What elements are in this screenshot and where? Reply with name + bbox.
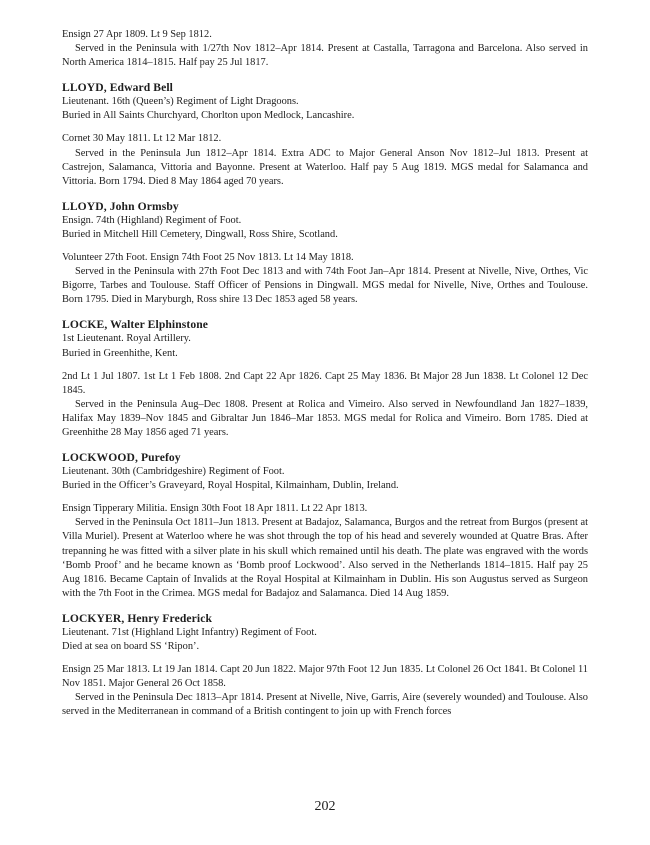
entry-service: Cornet 30 May 1811. Lt 12 Mar 1812. [62, 133, 222, 145]
continuation-details: Served in the Peninsula with 1/27th Nov 1812–Apr 1814. Present at Castalla, Tarragona and Barcelona. Also served in North America 1814–1815. Half pay 25 Jul 1817. [62, 43, 588, 69]
entry-lockyer-henry-frederick [62, 611, 588, 720]
entry-service: Ensign 25 Mar 1813. Lt 19 Jan 1814. Capt 20 Jun 1822. Major 97th Foot 12 Jun 1835. Lt Colonel 26 Oct 1841. Bt Colonel 11 Nov 1851. Major General 26 Oct 1858. [62, 664, 588, 690]
entry-details: Served in the Peninsula Aug–Dec 1808. Present at Rolica and Vimeiro. Also served in Newfoundland Jan 1827–1839, Halifax May 1839–Nov 1845 and Gibraltar Jun 1846–Mar 1853. MGS medal for Rolica and Vimeiro. Born 1785. Died at Greenhithe 28 May 1856 aged 71 years. [62, 398, 588, 438]
entry-burial: Buried in Mitchell Hill Cemetery, Dingwall, Ross Shire, Scotland. [62, 228, 338, 240]
entry-name: LOCKWOOD, Purefoy [62, 451, 181, 465]
entry-service: 2nd Lt 1 Jul 1807. 1st Lt 1 Feb 1808. 2nd Capt 22 Apr 1826. Capt 25 May 1836. Bt Major 28 Jun 1838. Lt Colonel 12 Dec 1845. [62, 370, 588, 396]
page-number: 202 [314, 799, 336, 814]
entry-lloyd-edward-bell [62, 80, 588, 189]
entry-burial: Died at sea on board SS ‘Ripon’. [62, 641, 200, 652]
entry-service: Ensign Tipperary Militia. Ensign 30th Foot 18 Apr 1811. Lt 22 Apr 1813. [62, 503, 368, 515]
entry-name: LOCKE, Walter Elphinstone [62, 318, 209, 332]
entry-burial: Buried in All Saints Churchyard, Chorlton upon Medlock, Lancashire. [62, 110, 355, 122]
entry-burial: Buried in the Officer’s Graveyard, Royal Hospital, Kilmainham, Dublin, Ireland. [62, 480, 399, 492]
entry-service: Volunteer 27th Foot. Ensign 74th Foot 25 Nov 1813. Lt 14 May 1818. [62, 252, 354, 264]
entry-lockwood-purefoy [62, 450, 588, 601]
entry-name: LLOYD, Edward Bell [62, 81, 173, 95]
entry-rank: Lieutenant. 30th (Cambridgeshire) Regiment of Foot. [62, 466, 285, 478]
entry-details: Served in the Peninsula with 27th Foot Dec 1813 and with 74th Foot Jan–Apr 1814. Present at Nivelle, Nive, Orthes, Vic Bigorre, Tarbes and Toulouse. Staff Officer of Pensions in Dingwall. MGS medal for Nivelle, Nive, Orthes and Toulouse. Born 1795. Died in Maryburgh, Ross shire 13 Dec 1853 aged 58 years. [62, 266, 588, 306]
entry-details: Served in the Peninsula Oct 1811–Jun 1813. Present at Badajoz, Salamanca, Burgos and the retreat from Burgos (present at Villa Muriel). Present at Waterloo where he was shot through the top of his head and severely wounded at Quatre Bras. After trepanning he was fitted with a silver plate in his skull which remained until his death. The plate was engraved with the words ‘Bomb Proof’ and he became known as ‘Bomb proof Lockwood’. Also served in the Netherlands 1814–1815. Half pay 25 Aug 1816. Became Captain of Invalids at the Royal Hospital at Kilmainham in Dublin. His son Augustus served as Surgeon with the 7th Foot in the Crimea. MGS medal for Badajoz and Salamanca. Died 14 Aug 1859. [62, 517, 588, 599]
entry-rank: Lieutenant. 71st (Highland Light Infantry) Regiment of Foot. [62, 626, 317, 638]
entry-name: LLOYD, John Ormsby [62, 199, 179, 213]
entry-details: Served in the Peninsula Dec 1813–Apr 1814. Present at Nivelle, Nive, Garris, Aire (severely wounded) and Toulouse. Also served in the Mediterranean in command of a British contingent to join up with French forces [62, 692, 588, 718]
entry-lloyd-john-ormsby [62, 199, 588, 308]
entry-name: LOCKYER, Henry Frederick [62, 611, 212, 625]
page-body [62, 28, 588, 719]
entry-rank: Ensign. 74th (Highland) Regiment of Foot. [62, 214, 242, 226]
entry-details: Served in the Peninsula Jun 1812–Apr 1814. Extra ADC to Major General Anson Nov 1812–Jul 1813. Present at Castrejon, Salamanca, Vittoria and Bayonne. Present at Waterloo. Half pay 5 Aug 1819. MGS medal for Salamanca and Vittoria. Born 1794. Died 8 May 1864 aged 70 years. [62, 147, 588, 187]
entry-rank: Lieutenant. 16th (Queen’s) Regiment of Light Dragoons. [62, 96, 299, 108]
entry-locke-walter-elphinstone [62, 317, 588, 440]
continuation-service: Ensign 27 Apr 1809. Lt 9 Sep 1812. [62, 29, 212, 40]
entry-rank: 1st Lieutenant. Royal Artillery. [62, 333, 191, 345]
entry-burial: Buried in Greenhithe, Kent. [62, 347, 178, 359]
